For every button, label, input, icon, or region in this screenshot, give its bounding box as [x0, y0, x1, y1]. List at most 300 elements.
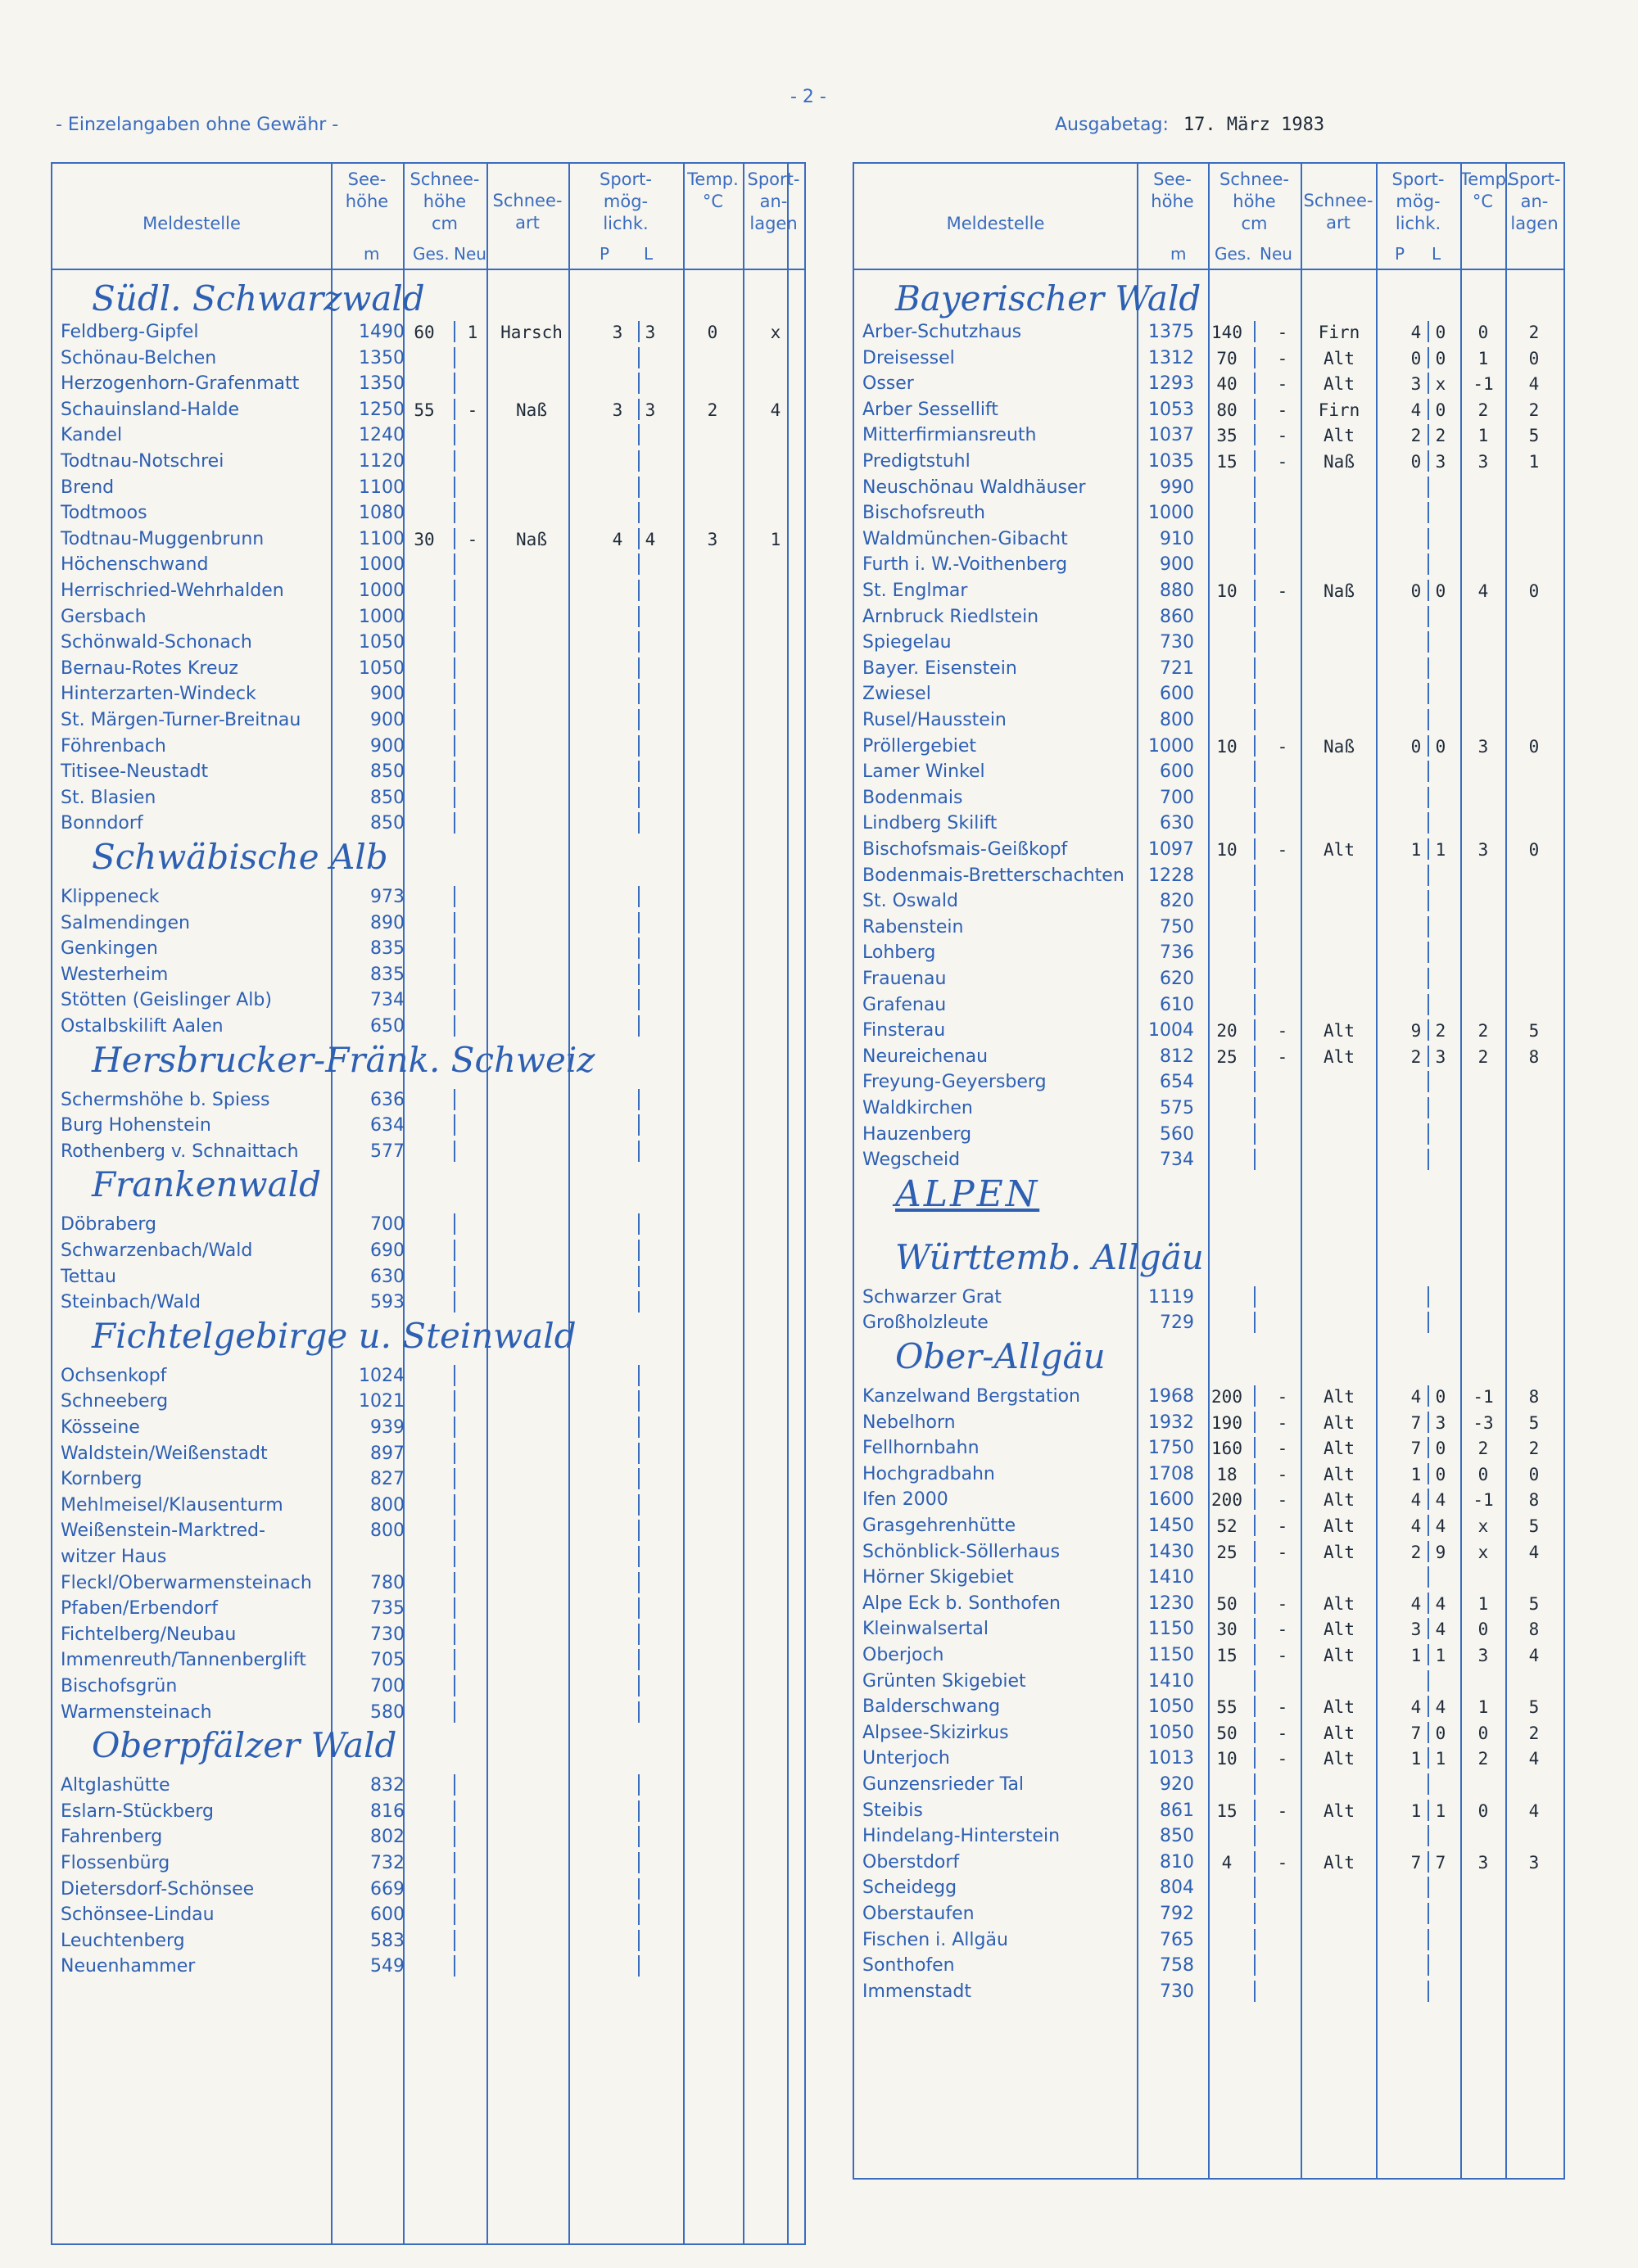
sea-level-height: 1968 [1148, 1386, 1194, 1407]
tick-mark [638, 1494, 640, 1516]
sport-l: 1 [1435, 840, 1446, 860]
station-name: Furth i. W.-Voithenberg [862, 554, 1068, 576]
sea-level-height: 600 [1160, 761, 1194, 783]
sea-level-height: 1600 [1148, 1489, 1194, 1511]
station-name: Großholzleute [862, 1312, 989, 1334]
sport-facilities: 5 [1528, 1516, 1540, 1536]
column-head-anlagen: Sport- an- lagen [747, 169, 800, 233]
sea-level-height: 920 [1160, 1774, 1194, 1795]
snow-total: 140 [1211, 323, 1242, 342]
tick-mark [454, 424, 455, 445]
tick-mark [1254, 657, 1256, 679]
sea-level-height: 816 [370, 1800, 405, 1822]
tick-mark [638, 528, 640, 549]
sport-p: 4 [1410, 1490, 1422, 1511]
sea-level-height: 1430 [1148, 1541, 1194, 1562]
tick-mark [1428, 1954, 1429, 1976]
table-row [52, 500, 804, 526]
snow-type: Alt [1324, 1516, 1355, 1536]
tick-mark [454, 1878, 455, 1900]
station-name: Pfaben/Erbendorf [61, 1598, 218, 1620]
tick-mark [638, 450, 640, 472]
sea-level-height: 1150 [1148, 1645, 1194, 1665]
temperature: 0 [1477, 1800, 1489, 1821]
station-name: Leuchtenberg [61, 1930, 185, 1951]
tick-mark [1254, 1800, 1256, 1821]
station-name: Hochgradbahn [862, 1463, 995, 1484]
table-row [854, 1591, 1563, 1617]
tick-mark [454, 1141, 455, 1162]
snow-total: 4 [1221, 1852, 1233, 1873]
sea-level-height: 800 [370, 1494, 405, 1516]
station-name: Höchenschwand [61, 554, 209, 576]
snow-total: 15 [1216, 1646, 1238, 1665]
tick-mark [638, 937, 640, 959]
table-row [854, 940, 1563, 966]
snow-type: Alt [1324, 1749, 1355, 1769]
tick-mark [454, 683, 455, 704]
station-name: Eslarn-Stückberg [61, 1800, 214, 1822]
snow-new: - [1277, 1723, 1288, 1743]
table-row [854, 1487, 1563, 1513]
sea-level-height: 1410 [1148, 1567, 1194, 1588]
tick-mark [638, 1141, 640, 1162]
tick-mark [638, 683, 640, 704]
tick-mark [1254, 1019, 1256, 1041]
sport-facilities: 8 [1528, 1046, 1540, 1067]
station-name: Steibis [862, 1800, 923, 1821]
tick-mark [454, 1520, 455, 1541]
sport-l: 3 [1435, 1046, 1446, 1067]
station-name: Oberstaufen [862, 1904, 975, 1924]
sea-level-height: 1119 [1148, 1286, 1194, 1308]
tick-mark [638, 1416, 640, 1438]
tick-mark [454, 1826, 455, 1847]
sea-level-height: 750 [1160, 916, 1194, 937]
tick-mark [1428, 1071, 1429, 1092]
tick-mark [1254, 1981, 1256, 2002]
station-name: Schwarzer Grat [862, 1286, 1002, 1308]
tick-mark [638, 1468, 640, 1489]
station-name: Rusel/Hausstein [862, 710, 1007, 730]
section-title: ALPEN [895, 1172, 1040, 1215]
tick-mark [454, 964, 455, 985]
snow-type: Alt [1324, 1697, 1355, 1718]
tick-mark [454, 1649, 455, 1670]
station-name: Alpe Eck b. Sonthofen [862, 1593, 1061, 1614]
snow-type: Alt [1324, 1800, 1355, 1821]
tick-mark [1254, 580, 1256, 601]
sea-level-height: 1750 [1148, 1438, 1194, 1459]
sea-level-height: 758 [1160, 1955, 1194, 1977]
sport-facilities: 5 [1528, 1021, 1540, 1041]
sport-l: 0 [1435, 348, 1446, 368]
sport-facilities: 8 [1528, 1387, 1540, 1407]
section-title: Hersbrucker-Fränk. Schweiz [92, 1039, 595, 1080]
tick-mark [1254, 1286, 1256, 1308]
sea-level-height: 705 [370, 1650, 405, 1671]
tick-mark [1428, 399, 1429, 420]
tick-mark [1254, 1071, 1256, 1092]
snow-type: Alt [1324, 1490, 1355, 1511]
table-row [52, 785, 804, 811]
unit-m: m [364, 244, 380, 264]
snow-new: - [1277, 426, 1288, 446]
sport-facilities: 0 [1528, 840, 1540, 860]
section-title: Bayerischer Wald [895, 278, 1201, 319]
snow-type: Alt [1324, 840, 1355, 860]
sea-level-height: 734 [1160, 1150, 1194, 1171]
tick-mark [1254, 1149, 1256, 1170]
tick-mark [638, 812, 640, 834]
tick-mark [1254, 553, 1256, 575]
tick-mark [1254, 1696, 1256, 1717]
table-row [52, 936, 804, 962]
sea-level-height: 700 [1160, 787, 1194, 808]
tick-mark [638, 1852, 640, 1873]
tick-mark [638, 373, 640, 394]
tick-mark [454, 1852, 455, 1873]
tick-mark [454, 1089, 455, 1110]
temperature: -1 [1473, 1387, 1494, 1407]
tick-mark [638, 1800, 640, 1822]
snow-new: - [1277, 1412, 1288, 1433]
table-row [854, 915, 1563, 941]
station-name: Arnbruck Riedlstein [862, 606, 1039, 627]
temperature: 2 [1477, 1021, 1489, 1041]
tick-mark [1428, 1515, 1429, 1536]
tick-mark [1428, 1773, 1429, 1795]
station-name: Predigtstuhl [862, 451, 971, 472]
table-row [52, 1824, 804, 1850]
sea-level-height: 577 [370, 1141, 405, 1162]
sea-level-height: 850 [370, 761, 405, 783]
tick-mark [1428, 1825, 1429, 1846]
sea-level-height: 1050 [1148, 1722, 1194, 1743]
tick-mark [454, 761, 455, 782]
tick-mark [1428, 683, 1429, 704]
snow-type: Naß [1324, 581, 1355, 601]
station-name: Ostalbskilift Aalen [61, 1016, 224, 1037]
sport-l: 0 [1435, 1387, 1446, 1407]
tick-mark [1254, 1954, 1256, 1976]
subhead-p: P [600, 244, 610, 264]
sea-level-height: 732 [370, 1853, 405, 1873]
table-row [854, 1096, 1563, 1122]
table-row [854, 888, 1563, 915]
tick-mark [1254, 1747, 1256, 1769]
column-head-anlagen: Sport- an- lagen [1508, 169, 1561, 233]
sea-level-height: 800 [1160, 710, 1194, 730]
tick-mark [454, 477, 455, 498]
tick-mark [454, 1015, 455, 1037]
temperature: 3 [1477, 840, 1489, 860]
sea-level-height: 780 [370, 1572, 405, 1593]
station-name: Altglashütte [61, 1775, 170, 1796]
station-name: Kanzelwand Bergstation [862, 1386, 1080, 1407]
header-rule [854, 269, 1563, 270]
sea-level-height: 1021 [359, 1391, 405, 1412]
sea-level-height: 1240 [359, 425, 405, 446]
tick-mark [454, 1114, 455, 1136]
tick-mark [1428, 321, 1429, 342]
snow-new: - [1277, 1516, 1288, 1536]
table-row [854, 1694, 1563, 1720]
station-name: Titisee-Neustadt [61, 761, 209, 783]
table-row [52, 1290, 804, 1316]
section-title: Fichtelgebirge u. Steinwald [92, 1315, 577, 1356]
table-row [854, 1147, 1563, 1173]
tick-mark [454, 606, 455, 627]
tick-mark [1254, 735, 1256, 757]
station-name: Finsterau [862, 1020, 946, 1041]
tick-mark [1428, 1670, 1429, 1692]
station-name: Frauenau [862, 969, 947, 989]
sea-level-height: 1100 [359, 477, 405, 498]
table-row [52, 1570, 804, 1597]
table-row [854, 1669, 1563, 1695]
table-row [854, 1953, 1563, 1979]
tick-mark [1428, 812, 1429, 834]
snow-type: Firn [1318, 323, 1360, 342]
tick-mark [454, 1624, 455, 1645]
sea-level-height: 1080 [359, 503, 405, 524]
table-row [52, 910, 804, 937]
column-head-schneehoehe: Schnee- höhe cm [1219, 169, 1289, 233]
sport-facilities: 0 [1528, 581, 1540, 601]
tick-mark [1254, 1463, 1256, 1484]
sea-level-height: 1000 [359, 554, 405, 576]
date-value: 17. März 1983 [1183, 115, 1325, 135]
station-name: Neureichenau [862, 1046, 989, 1067]
table-row [854, 500, 1563, 526]
tick-mark [638, 1572, 640, 1593]
tick-mark [1428, 1123, 1429, 1145]
sea-level-height: 1037 [1148, 425, 1194, 446]
tick-mark [1254, 373, 1256, 394]
tick-mark [454, 1955, 455, 1977]
table-row [52, 1441, 804, 1467]
snow-new: - [1277, 1800, 1288, 1821]
tick-mark [1254, 890, 1256, 911]
column-head-sport: Sport- mög- lichk. [600, 169, 652, 233]
sea-level-height: 850 [370, 813, 405, 834]
table-row [854, 526, 1563, 553]
station-name: Spiegelau [862, 632, 952, 653]
tick-mark [638, 502, 640, 523]
table-row [52, 578, 804, 604]
table-row [854, 1616, 1563, 1642]
sport-facilities: 5 [1528, 1697, 1540, 1718]
sea-level-height: 736 [1160, 942, 1194, 964]
sport-facilities: 4 [770, 400, 781, 420]
tick-mark [1428, 553, 1429, 575]
temperature: 3 [707, 529, 718, 549]
station-name: Lindberg Skilift [862, 813, 998, 834]
column-head-schneehoehe: Schnee- höhe cm [410, 169, 480, 233]
tick-mark [1428, 1566, 1429, 1588]
table-row [854, 552, 1563, 578]
station-name: Fischen i. Allgäu [862, 1929, 1008, 1950]
sea-level-height: 1004 [1148, 1020, 1194, 1041]
table-row [52, 552, 804, 578]
tick-mark [638, 1930, 640, 1951]
sport-facilities: 3 [1528, 1852, 1540, 1873]
sport-p: 9 [1410, 1021, 1422, 1041]
table-row [854, 681, 1563, 707]
sport-l: 3 [1435, 452, 1446, 472]
station-name: Schönsee-Lindau [61, 1904, 215, 1926]
tick-mark [1428, 1312, 1429, 1333]
sea-level-height: 1350 [359, 347, 405, 368]
station-name: Bodenmais-Bretterschachten [862, 865, 1124, 886]
table-row [52, 1014, 804, 1040]
issue-date [1055, 115, 1324, 135]
snow-new: - [1277, 400, 1288, 420]
page-number: - 2 - [790, 87, 826, 107]
table-row [52, 962, 804, 988]
station-name: Kornberg [61, 1469, 143, 1490]
snow-total: 25 [1216, 1542, 1238, 1562]
tick-mark [454, 553, 455, 575]
sport-p: 7 [1410, 1412, 1422, 1433]
sport-facilities: 2 [1528, 1723, 1540, 1743]
sport-l: 0 [1435, 1723, 1446, 1743]
temperature: 1 [1477, 348, 1489, 368]
sea-level-height: 1097 [1148, 839, 1194, 860]
tick-mark [454, 812, 455, 834]
tick-mark [1428, 1877, 1429, 1898]
snow-total: 52 [1216, 1516, 1238, 1536]
station-name: Hindelang-Hinterstein [862, 1826, 1061, 1847]
tick-mark [454, 1291, 455, 1312]
station-name: Todtmoos [61, 503, 147, 524]
tick-mark [454, 1443, 455, 1464]
table-row [854, 422, 1563, 449]
tick-mark [638, 787, 640, 808]
station-name: Zwiesel [862, 684, 931, 705]
tick-mark [1428, 1593, 1429, 1614]
sea-level-height: 900 [370, 735, 405, 757]
tick-mark [1254, 424, 1256, 445]
tick-mark [1428, 942, 1429, 963]
tick-mark [454, 450, 455, 472]
station-name: Immenstadt [862, 1981, 971, 2002]
snow-type: Alt [1324, 1046, 1355, 1067]
section-title: Ober-Allgäu [895, 1336, 1106, 1376]
station-name: Kleinwalsertal [862, 1619, 989, 1640]
sea-level-height: 634 [370, 1115, 405, 1136]
station-name: Bischofsgrün [61, 1676, 178, 1696]
station-name: Oberjoch [862, 1645, 944, 1665]
tick-mark [1428, 347, 1429, 368]
tick-mark [1254, 1385, 1256, 1407]
snow-total: 200 [1211, 1490, 1242, 1511]
table-row [854, 475, 1563, 501]
temperature: 2 [707, 400, 718, 420]
tick-mark [638, 347, 640, 368]
sea-level-height: 1050 [359, 657, 405, 679]
tick-mark [1254, 787, 1256, 808]
tick-mark [638, 964, 640, 985]
sea-level-height: 1375 [1148, 322, 1194, 342]
sport-p: 4 [612, 529, 623, 549]
snow-new: - [1277, 1593, 1288, 1614]
sea-level-height: 669 [370, 1878, 405, 1900]
snow-type: Alt [1324, 1723, 1355, 1743]
sea-level-height: 593 [370, 1292, 405, 1313]
station-name: Gersbach [61, 606, 147, 627]
station-name: Bernau-Rotes Kreuz [61, 657, 238, 679]
sport-facilities: 8 [1528, 1490, 1540, 1511]
tick-mark [1428, 1463, 1429, 1484]
table-row [854, 1539, 1563, 1565]
sport-p: 0 [1410, 348, 1422, 368]
station-name: Feldberg-Gipfel [61, 322, 199, 342]
tick-mark [1254, 1903, 1256, 1924]
tick-mark [638, 1266, 640, 1287]
tick-mark [1254, 1541, 1256, 1562]
sea-level-height: 730 [370, 1624, 405, 1645]
tick-mark [1428, 890, 1429, 911]
tick-mark [454, 528, 455, 549]
sport-p: 3 [1410, 374, 1422, 395]
tick-mark [638, 1904, 640, 1925]
tick-mark [1428, 1618, 1429, 1639]
station-name: St. Märgen-Turner-Breitnau [61, 710, 301, 730]
tick-mark [1428, 865, 1429, 886]
section-title: Schwäbische Alb [92, 837, 388, 877]
station-name: Hauzenberg [862, 1123, 972, 1145]
snow-type: Alt [1324, 1464, 1355, 1484]
tick-mark [1428, 1644, 1429, 1665]
sea-level-height: 1000 [359, 606, 405, 627]
station-name: Weißenstein-Marktred- [61, 1520, 265, 1542]
table-row [854, 759, 1563, 785]
station-name: Balderschwang [862, 1696, 1001, 1718]
snow-new: - [1277, 452, 1288, 472]
sport-p: 0 [1410, 581, 1422, 601]
table-row [854, 1927, 1563, 1954]
sport-l: 1 [1435, 1646, 1446, 1665]
tick-mark [1428, 735, 1429, 757]
station-name: Genkingen [61, 938, 158, 960]
sport-facilities: 1 [770, 529, 781, 549]
temperature: 3 [1477, 452, 1489, 472]
sea-level-height: 1932 [1148, 1412, 1194, 1433]
tick-mark [1254, 321, 1256, 342]
sport-p: 1 [1410, 1749, 1422, 1769]
table-row [52, 422, 804, 449]
sport-facilities: 2 [1528, 323, 1540, 342]
tick-mark [454, 1416, 455, 1438]
temperature: 3 [1477, 736, 1489, 757]
sport-facilities: 5 [1528, 1412, 1540, 1433]
station-name: Herrischried-Wehrhalden [61, 581, 284, 601]
sea-level-height: 620 [1160, 969, 1194, 989]
tick-mark [1428, 1097, 1429, 1118]
station-name: Todtnau-Notschrei [61, 451, 224, 472]
tick-mark [1254, 1046, 1256, 1067]
tick-mark [1428, 1851, 1429, 1873]
sport-p: 4 [1410, 1387, 1422, 1407]
tick-mark [1428, 994, 1429, 1015]
tick-mark [638, 1649, 640, 1670]
sport-p: 1 [1410, 840, 1422, 860]
tick-mark [638, 1443, 640, 1464]
tick-mark [1254, 477, 1256, 498]
station-name: St. Blasien [61, 787, 156, 808]
